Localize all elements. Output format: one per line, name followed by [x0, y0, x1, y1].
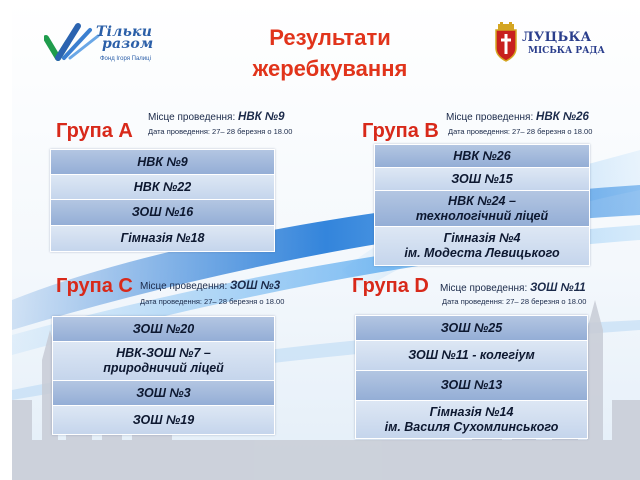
slide — [12, 0, 640, 480]
school-row: ЗОШ №19 — [53, 406, 274, 434]
group-d-date: Дата проведення: 27– 28 березня о 18.00 — [442, 297, 587, 306]
lutsk-coat-of-arms-icon — [492, 22, 520, 62]
school-row: НВК-ЗОШ №7 – природничий ліцей — [53, 342, 274, 381]
school-row: Гімназія №14 ім. Василя Сухомлинського — [356, 401, 587, 438]
school-row: ЗОШ №20 — [53, 317, 274, 342]
school-row: Гімназія №18 — [51, 226, 274, 251]
school-row: НВК №22 — [51, 175, 274, 200]
logo-council-text: МІСЬКА РАДА — [528, 46, 605, 56]
group-d-title: Група D — [352, 275, 429, 297]
group-c-venue: Місце проведення: ЗОШ №3 — [140, 280, 281, 292]
school-row: ЗОШ №15 — [375, 168, 589, 191]
school-row: ЗОШ №11 - колегіум — [356, 341, 587, 371]
tilky-razom-logo — [44, 20, 174, 70]
group-a-venue: Місце проведення: НВК №9 — [148, 111, 285, 123]
group-a-title: Група А — [56, 120, 133, 142]
school-row: ЗОШ №13 — [356, 371, 587, 401]
school-row: НВК №26 — [375, 145, 589, 168]
school-row: ЗОШ №16 — [51, 200, 274, 226]
logo-brand-text: Тільки разом — [96, 24, 154, 52]
group-d-venue: Місце проведення: ЗОШ №11 — [440, 282, 586, 294]
school-row: ЗОШ №3 — [53, 381, 274, 406]
group-b-table — [374, 144, 590, 266]
group-b-date: Дата проведення: 27– 28 березня о 18.00 — [448, 127, 593, 136]
group-c-title: Група С — [56, 275, 133, 297]
school-row: ЗОШ №25 — [356, 316, 587, 341]
group-c-date: Дата проведення: 27– 28 березня о 18.00 — [140, 297, 285, 306]
page-title: Результати жеребкування — [252, 25, 408, 81]
school-row: НВК №24 – технологічний ліцей — [375, 191, 589, 227]
group-d-table — [355, 315, 588, 439]
group-c-table — [52, 316, 275, 435]
check-wings-icon — [44, 20, 100, 64]
school-row: Гімназія №4 ім. Модеста Левицького — [375, 227, 589, 265]
logo-city-text: ЛУЦЬКА — [522, 30, 592, 45]
group-b-title: Група В — [362, 120, 439, 142]
group-a-table — [50, 149, 275, 252]
school-row: НВК №9 — [51, 150, 274, 175]
group-b-venue: Місце проведення: НВК №26 — [446, 111, 589, 123]
logo-fund-text: Фонд Ігоря Палиці — [100, 56, 151, 62]
group-a-date: Дата проведення: 27– 28 березня о 18.00 — [148, 127, 293, 136]
lutsk-city-council-logo — [492, 22, 622, 72]
